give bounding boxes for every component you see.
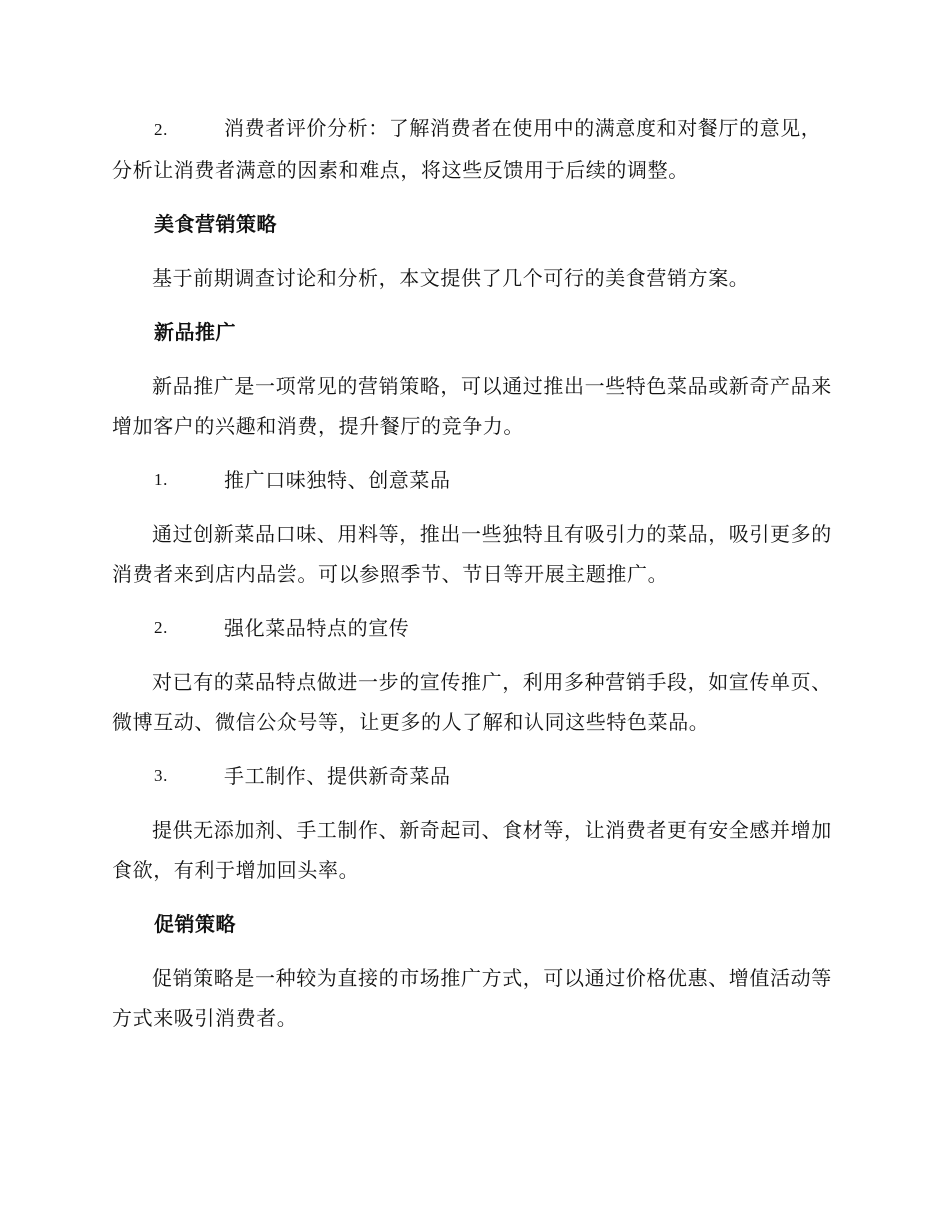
- list-item-consumer-review: [112, 108, 832, 190]
- list-number: 3.: [154, 766, 168, 785]
- paragraph-promote-features: 对已有的菜品特点做进一步的宣传推广，利用多种营销手段，如宣传单页、微博互动、微信公众号等，让更多的人了解和认同这些特色菜品。: [112, 670, 832, 734]
- list-number: 1.: [154, 470, 168, 489]
- list-item-text: 强化菜品特点的宣传: [224, 616, 410, 640]
- section-heading-new-product: 新品推广: [154, 320, 236, 344]
- list-item-unique-dishes: [112, 460, 832, 500]
- list-item-text: 推广口味独特、创意菜品: [224, 468, 451, 492]
- section-heading-food-marketing: 美食营销策略: [154, 212, 277, 236]
- paragraph-intro: 基于前期调查讨论和分析，本文提供了几个可行的美食营销方案。: [152, 266, 750, 290]
- paragraph-unique-dishes: 通过创新菜品口味、用料等，推出一些独特且有吸引力的菜品，吸引更多的消费者来到店内品尝。可以参照季节、节日等开展主题推广。: [112, 522, 832, 586]
- section-heading-promotion: 促销策略: [154, 912, 236, 936]
- paragraph-new-product: 新品推广是一项常见的营销策略，可以通过推出一些特色菜品或新奇产品来增加客户的兴趣和消费，提升餐厅的竞争力。: [112, 374, 832, 438]
- list-item-text: 手工制作、提供新奇菜品: [224, 764, 451, 788]
- paragraph-promotion: 促销策略是一种较为直接的市场推广方式，可以通过价格优惠、增值活动等方式来吸引消费者。: [112, 966, 832, 1030]
- list-number: 2.: [154, 120, 168, 139]
- document-page: [112, 108, 832, 1052]
- list-item-handmade: [112, 756, 832, 796]
- list-item-promote-features: [112, 608, 832, 648]
- paragraph-handmade: 提供无添加剂、手工制作、新奇起司、食材等，让消费者更有安全感并增加食欲，有利于增加回头率。: [112, 818, 832, 882]
- list-item-text: 消费者评价分析：了解消费者在使用中的满意度和对餐厅的意见，分析让消费者满意的因素和难点，将这些反馈用于后续的调整。: [112, 116, 822, 182]
- list-number: 2.: [154, 618, 168, 637]
